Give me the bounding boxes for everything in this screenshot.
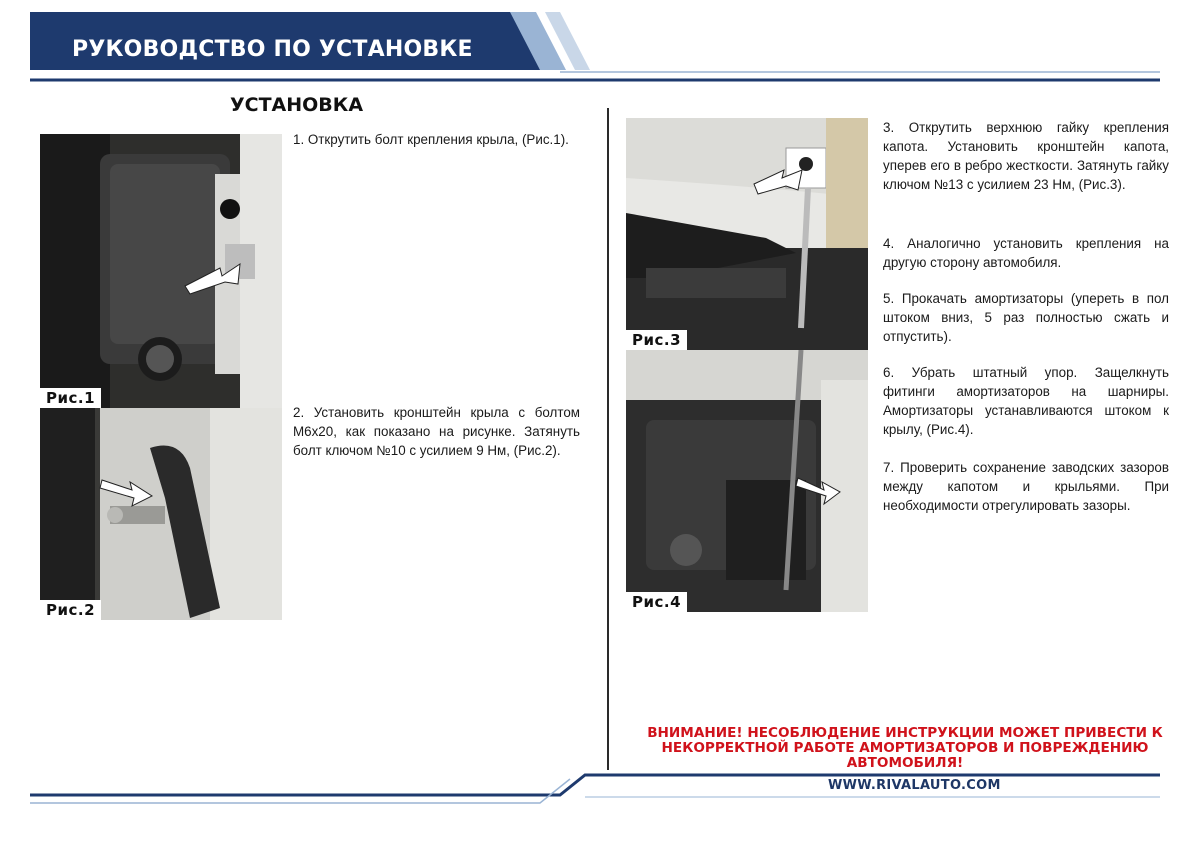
figure-2-photo [40,408,282,620]
figure-3-label: Рис.3 [626,330,687,350]
website-link[interactable]: WWW.RIVALAUTO.COM [828,778,1001,793]
figure-1-photo [40,134,282,408]
step-7: 7. Проверить сохранение заводских зазоров между капотом и крыльями. При необходимости отрегулировать зазоры. [883,460,1169,513]
step-6: 6. Убрать штатный упор. Защелкнуть фитинги амортизаторов на шарниры. Амортизаторы устанавливаются штоком к крылу, (Рис.4). [883,365,1169,437]
warning-notice: ВНИМАНИЕ! НЕСОБЛЮДЕНИЕ ИНСТРУКЦИИ МОЖЕТ ПРИВЕСТИ К НЕКОРРЕКТНОЙ РАБОТЕ АМОРТИЗАТОРОВ И ПОВРЕЖДЕНИЮ АВТОМОБИЛЯ! [647,725,1163,771]
document-title: РУКОВОДСТВО ПО УСТАНОВКЕ [72,37,473,62]
step-1: 1. Открутить болт крепления крыла, (Рис.1). [293,132,569,147]
figure-1-label: Рис.1 [40,388,101,408]
step-2: 2. Установить кронштейн крыла с болтом М6х20, как показано на рисунке. Затянуть болт ключом №10 с усилием 9 Нм, (Рис.2). [293,405,580,458]
footer-banner [0,765,1200,815]
step-4: 4. Аналогично установить крепления на другую сторону автомобиля. [883,236,1169,270]
step-3: 3. Открутить верхнюю гайку крепления капота. Установить кронштейн капота, уперев его в ребро жесткости. Затянуть гайку ключом №13 с усилием 23 Нм, (Рис.3). [883,120,1169,192]
step-5: 5. Прокачать амортизаторы (упереть в пол штоком вниз, 5 раз полностью сжать и отпустить). [883,291,1169,344]
figure-2-label: Рис.2 [40,600,101,620]
column-divider [607,108,609,770]
figure-4-label: Рис.4 [626,592,687,612]
figure-3-photo [626,118,868,350]
section-heading: УСТАНОВКА [230,94,364,116]
figure-4-photo [626,350,868,612]
